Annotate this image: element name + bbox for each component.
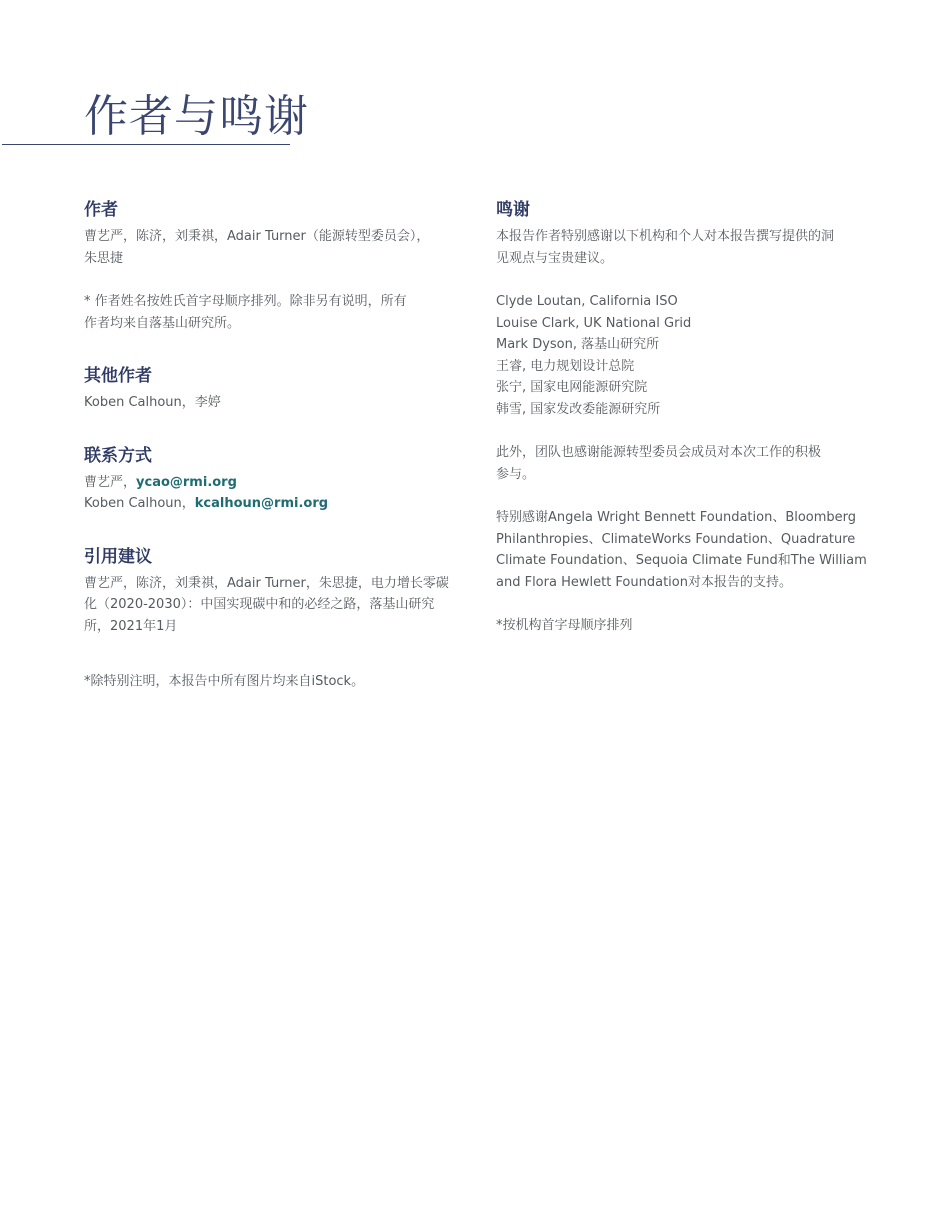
other-authors-section: [84, 364, 454, 414]
left-column: [84, 198, 454, 693]
funders-thanks-line: Philanthropies、ClimateWorks Foundation、Quadrature: [496, 531, 856, 547]
authors-names-line: 朱思捷: [84, 250, 124, 266]
authors-names-line: 曹艺严，陈济，刘秉祺，Adair Turner（能源转型委员会），: [84, 229, 430, 244]
funders-thanks-line: 特别感谢Angela Wright Bennett Foundation、Bloomberg: [496, 510, 857, 525]
commission-thanks-line: 参与。: [496, 466, 536, 482]
contact-name: 曹艺严，: [84, 474, 137, 490]
funders-order-note: *按机构首字母顺序排列: [496, 618, 633, 633]
acknowledged-person: 王睿, 电力规划设计总院: [496, 358, 635, 374]
commission-thanks: [496, 442, 868, 485]
citation-line: 化（2020-2030）：中国实现碳中和的必经之路，落基山研究: [84, 597, 435, 612]
acknowledgements-section: [496, 198, 868, 637]
acknowledgements-intro-line: 见观点与宝贵建议。: [496, 250, 614, 266]
email-link[interactable]: ycao@rmi.org: [136, 474, 237, 490]
authors-section: [84, 198, 454, 334]
other-authors-heading: 其他作者: [84, 366, 152, 386]
funders-thanks-line: Climate Foundation、Sequoia Climate Fund和The William: [496, 553, 867, 568]
image-credit-note: *除特别注明，本报告中所有图片均来自iStock。: [84, 674, 365, 689]
title-underline: [2, 144, 290, 145]
funders-thanks: [496, 507, 868, 593]
authors-heading: 作者: [84, 200, 118, 220]
contact-entry: [84, 472, 454, 494]
acknowledged-person: Mark Dyson, 落基山研究所: [496, 337, 660, 352]
acknowledged-person: Clyde Loutan, California ISO: [496, 294, 678, 309]
acknowledgements-heading: 鸣谢: [496, 200, 530, 220]
authors-note-line: 作者均来自落基山研究所。: [84, 315, 241, 331]
acknowledgements-intro-line: 本报告作者特别感谢以下机构和个人对本报告撰写提供的洞: [496, 229, 835, 244]
citation-section: [84, 545, 454, 638]
authors-note-line: * 作者姓名按姓氏首字母顺序排列。除非另有说明，所有: [84, 294, 407, 309]
contact-heading: 联系方式: [84, 445, 152, 466]
right-column: [496, 198, 868, 637]
citation-text: [84, 573, 454, 638]
authors-note: [84, 291, 454, 334]
acknowledgements-intro: [496, 226, 868, 269]
email-link[interactable]: kcalhoun@rmi.org: [194, 496, 329, 511]
acknowledged-people-list: [496, 291, 868, 420]
citation-line: 所，2021年1月: [84, 618, 178, 634]
contact-name: Koben Calhoun，: [84, 496, 195, 511]
page-title: 作者与鸣谢: [84, 91, 309, 142]
citation-line: 曹艺严，陈济，刘秉祺，Adair Turner，朱思捷，电力增长零碳: [84, 575, 449, 591]
commission-thanks-line: 此外，团队也感谢能源转型委员会成员对本次工作的积极: [496, 445, 822, 460]
acknowledged-person: 韩雪, 国家发改委能源研究所: [496, 401, 661, 417]
authors-names: [84, 226, 454, 269]
acknowledged-person: Louise Clark, UK National Grid: [496, 315, 692, 331]
funders-thanks-line: and Flora Hewlett Foundation对本报告的支持。: [496, 574, 792, 590]
citation-heading: 引用建议: [84, 546, 152, 567]
contact-section: [84, 444, 454, 515]
acknowledged-person: 张宁, 国家电网能源研究院: [496, 380, 648, 395]
contact-entry: [84, 493, 454, 515]
other-authors-names: Koben Calhoun，李婷: [84, 395, 221, 410]
